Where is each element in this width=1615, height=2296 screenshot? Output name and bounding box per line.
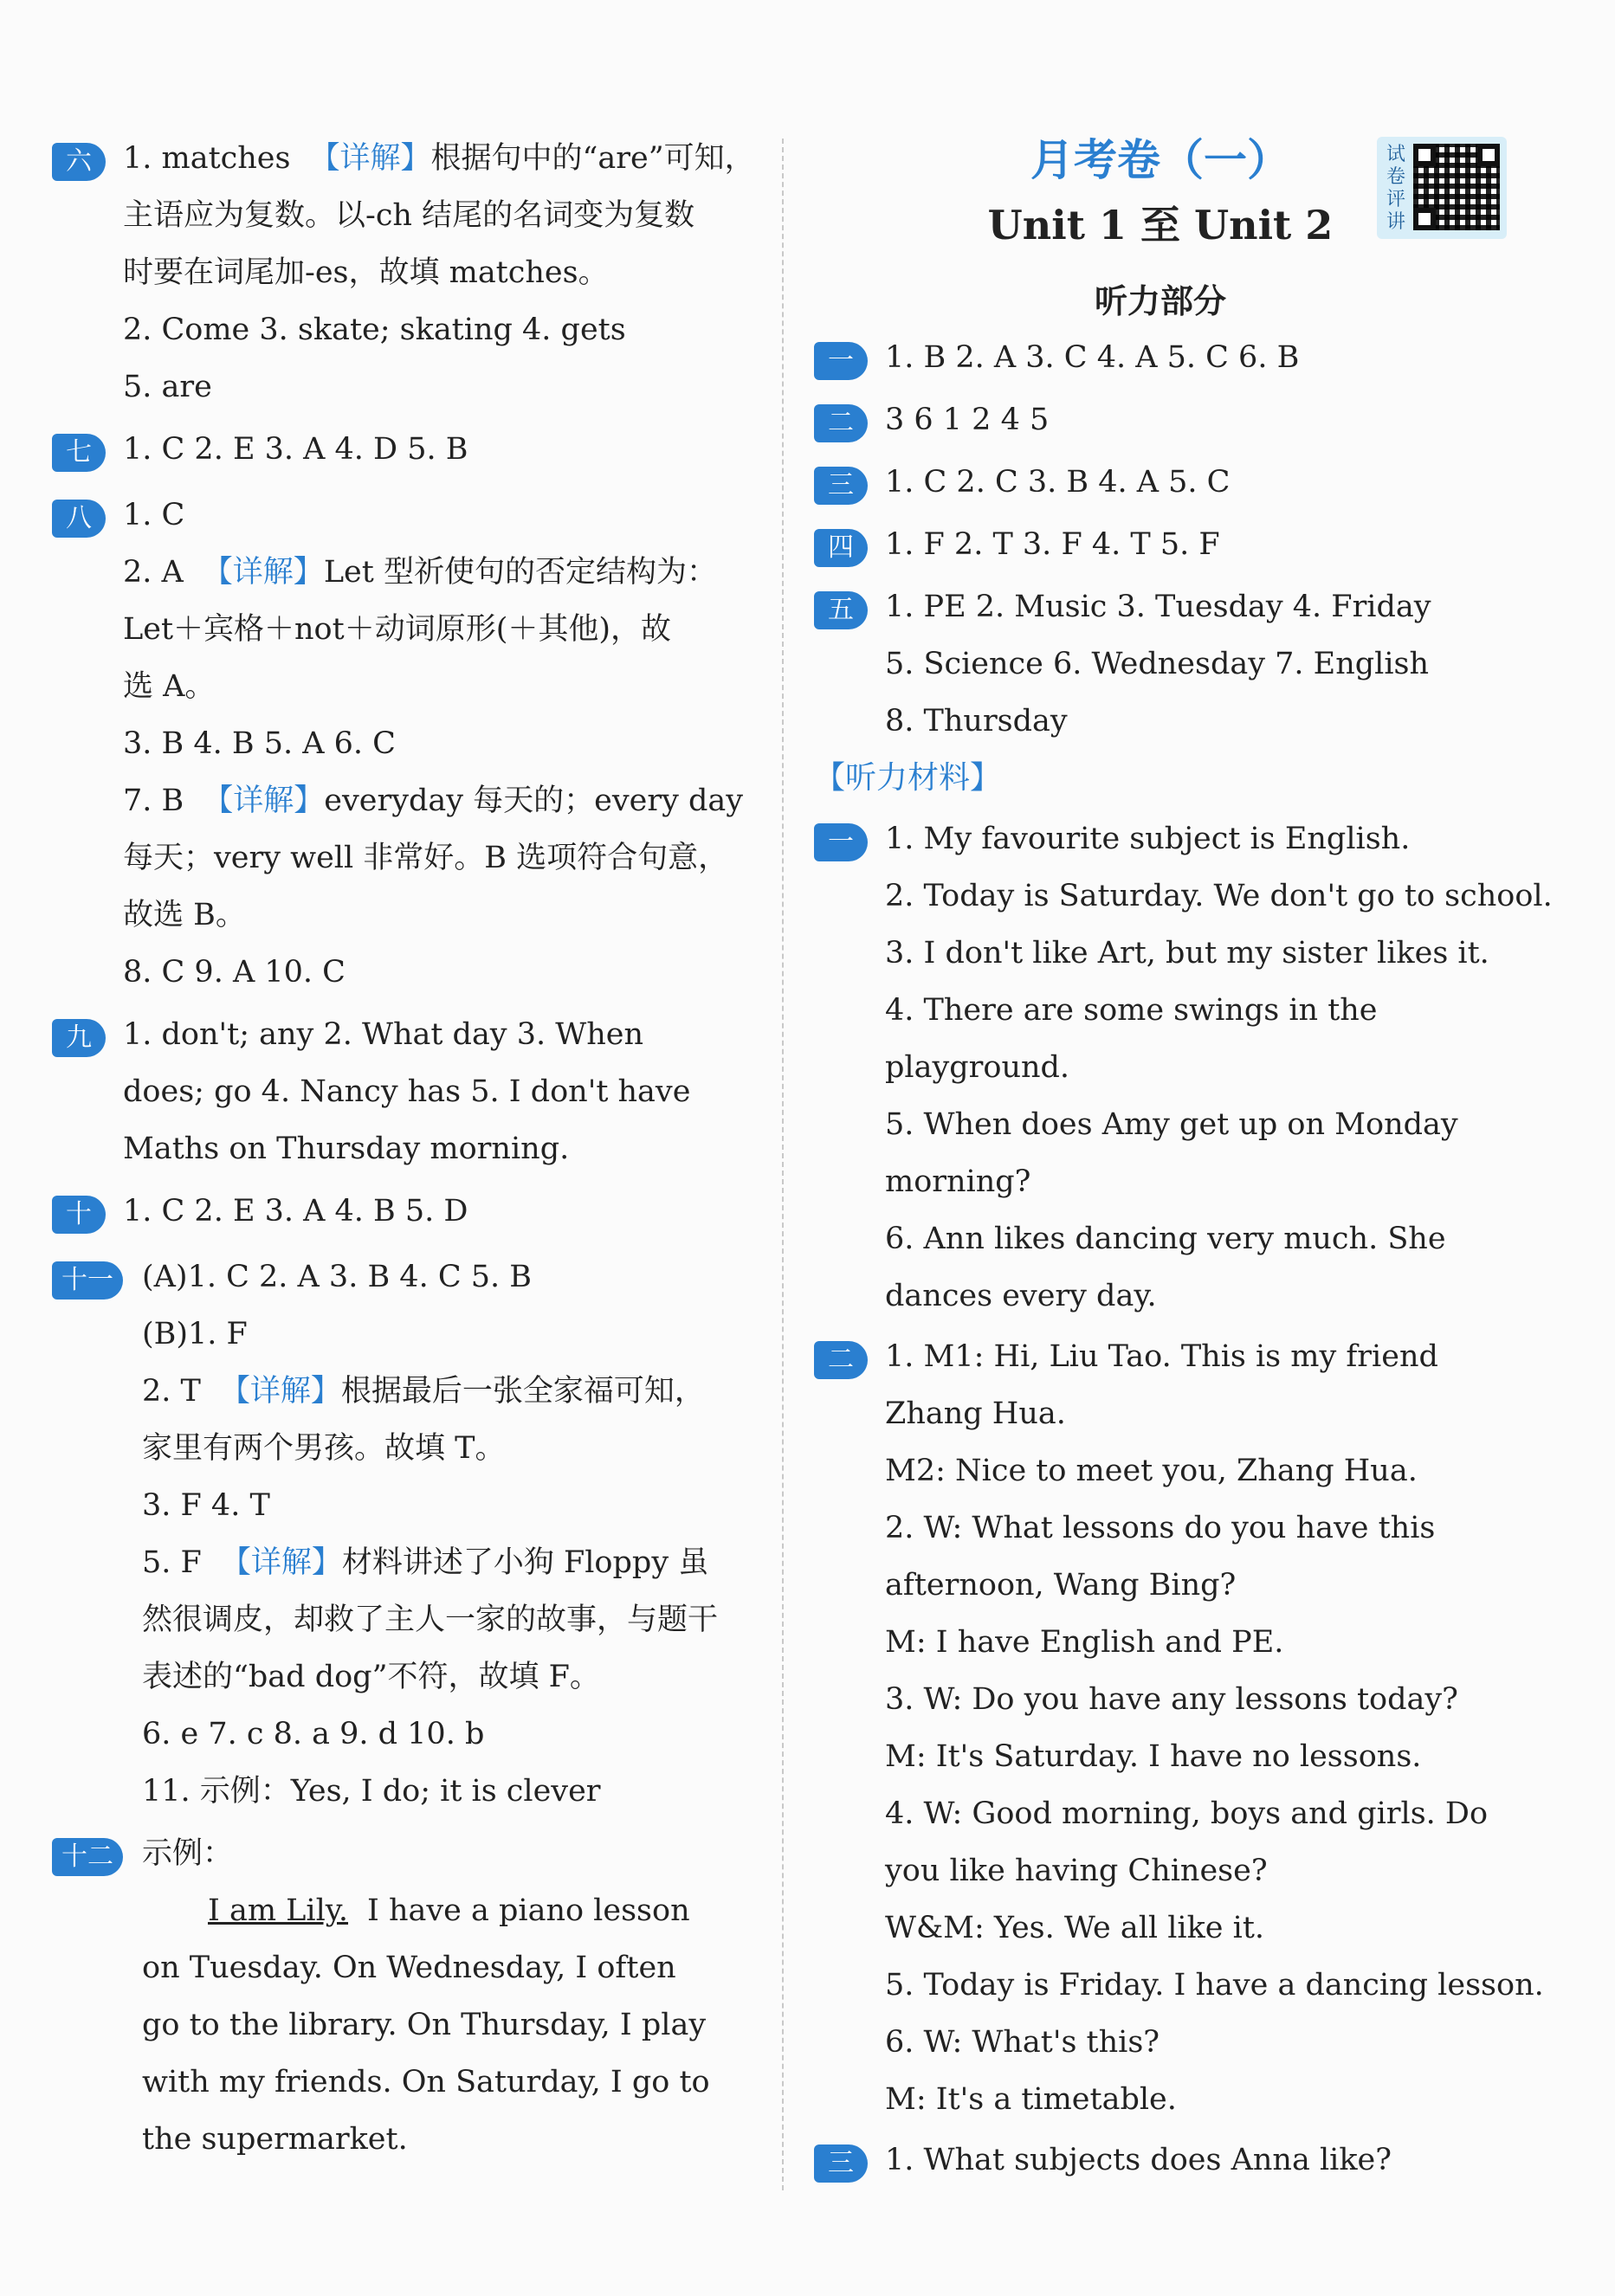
section-6-line-2: 主语应为复数。以-ch 结尾的名词变为复数 [123,198,695,233]
section-11-line-7: 然很调皮，却救了主人一家的故事，与题干 [142,1603,719,1637]
material-1-line-8: 6. Ann likes dancing very much. She [885,1222,1446,1256]
qr-code-icon [1413,144,1500,230]
section-badge: 八 [52,500,106,538]
section-12-line-1: 十二 示例： [52,1825,745,1882]
material-1-line-5: playground. [885,1050,1070,1085]
section-11-line-9: 6. e 7. c 8. a 9. d 10. b [142,1717,485,1751]
section-8-line-2: 2. A 【详解】Let 型祈使句的否定结构为： [123,555,717,590]
explain-tag: 【详解】 [309,141,431,176]
section-12-line-4: go to the library. On Thursday, I play [142,2008,707,2042]
section-badge: 六 [52,143,106,181]
material-2-line-6: M: I have English and PE. [885,1625,1284,1660]
qr-code-panel[interactable] [1377,137,1507,239]
section-11-line-2: (B)1. F [142,1317,248,1351]
section-8-line-9: 8. C 9. A 10. C [123,955,346,990]
section-10-line-1: 十 1. C 2. E 3. A 4. B 5. D [52,1183,745,1240]
listening-4-answers: 四 1. F 2. T 3. F 4. T 5. F [814,516,1507,573]
section-7-line-1: 七 1. C 2. E 3. A 4. D 5. B [52,421,745,478]
section-badge: 二 [814,404,868,442]
section-12-line-5: with my friends. On Saturday, I go to [142,2065,710,2099]
listening-1-answers: 一 1. B 2. A 3. C 4. A 5. C 6. B [814,329,1507,386]
listening-5-line-3: 8. Thursday [885,704,1068,738]
section-8-line-6: 7. B 【详解】everyday 每天的；every day [123,784,744,818]
material-1-line-4: 4. There are some swings in the [885,993,1378,1028]
section-8-line-7: 每天；very well 非常好。B 选项符合句意， [123,841,729,875]
material-2-line-7: 3. W: Do you have any lessons today? [885,1682,1458,1717]
section-badge: 十一 [52,1261,123,1300]
listening-3-answers: 三 1. C 2. C 3. B 4. A 5. C [814,454,1507,511]
left-column [52,130,755,2168]
material-2-line-10: you like having Chinese? [885,1854,1268,1888]
section-12-line-3: on Tuesday. On Wednesday, I often [142,1951,676,1985]
material-1-line-3: 3. I don't like Art, but my sister likes it. [885,936,1489,971]
section-12-line-2: I am Lily. I have a piano lesson [208,1893,690,1928]
section-badge: 一 [814,342,868,380]
material-2-line-1: 二 1. M1: Hi, Liu Tao. This is my friend [814,1328,1507,1385]
section-9-line-3: Maths on Thursday morning. [123,1132,570,1166]
listening-5-line-2: 5. Science 6. Wednesday 7. English [885,647,1430,681]
material-2-line-2: Zhang Hua. [885,1396,1066,1431]
section-badge: 九 [52,1019,106,1057]
material-2-line-14: M: It's a timetable. [885,2082,1177,2117]
column-divider [782,139,784,2190]
section-9-line-2: does; go 4. Nancy has 5. I don't have [123,1074,691,1109]
material-1-line-7: morning? [885,1164,1031,1199]
material-1-line-2: 2. Today is Saturday. We don't go to school. [885,879,1553,913]
section-11-line-1: 十一 (A)1. C 2. A 3. B 4. C 5. B [52,1248,745,1306]
explain-tag: 【详解】 [203,784,325,818]
page-title: 月考卷（一） [1030,135,1290,185]
section-9-line-1: 九 1. don't; any 2. What day 3. When [52,1006,745,1063]
material-2-line-8: M: It's Saturday. I have no lessons. [885,1739,1422,1774]
material-2-line-13: 6. W: What's this? [885,2025,1160,2060]
material-1-line-1: 一 1. My favourite subject is English. [814,810,1507,867]
listening-2-answers: 二 3 6 1 2 4 5 [814,391,1507,448]
material-1-line-6: 5. When does Amy get up on Monday [885,1107,1458,1142]
section-8-line-5: 3. B 4. B 5. A 6. C [123,726,396,761]
section-6-line-3: 时要在词尾加-es，故填 matches。 [123,255,609,290]
section-6-line-5: 5. are [123,370,212,404]
qr-label: 试卷评讲 [1386,144,1405,233]
material-1-line-9: dances every day. [885,1279,1157,1313]
section-badge: 十 [52,1196,106,1234]
section-11-line-10: 11. 示例：Yes, I do; it is clever [142,1774,601,1809]
material-2-line-12: 5. Today is Friday. I have a dancing lesson. [885,1968,1544,2003]
material-3-line-1: 三 1. What subjects does Anna like? [814,2132,1507,2189]
section-8-line-4: 选 A。 [123,669,216,704]
section-badge: 十二 [52,1838,123,1876]
section-badge: 一 [814,823,868,861]
material-2-line-9: 4. W: Good morning, boys and girls. Do [885,1796,1489,1831]
section-6-line-4: 2. Come 3. skate; skating 4. gets [123,313,626,347]
explain-tag: 【详解】 [219,1374,341,1409]
material-2-line-3: M2: Nice to meet you, Zhang Hua. [885,1454,1418,1488]
explain-tag: 【详解】 [202,555,324,590]
section-8-line-3: Let＋宾格＋not＋动词原形(＋其他)，故 [123,612,672,647]
section-8-line-8: 故选 B。 [123,898,246,932]
section-8-line-1: 八 1. C [52,487,745,544]
material-2-line-5: afternoon, Wang Bing? [885,1568,1237,1603]
section-badge: 五 [814,591,868,629]
explain-tag: 【详解】 [220,1545,342,1580]
section-badge: 三 [814,2144,868,2183]
part-heading: 听力部分 [1094,282,1226,320]
section-badge: 二 [814,1341,868,1379]
listening-material-heading: 【听力材料】 [814,760,1002,796]
material-2-line-11: W&M: Yes. We all like it. [885,1911,1265,1945]
section-11-line-3: 2. T 【详解】根据最后一张全家福可知， [142,1374,705,1409]
section-badge: 三 [814,467,868,505]
page-subtitle: Unit 1 至 Unit 2 [987,202,1334,248]
section-11-line-5: 3. F 4. T [142,1488,270,1523]
right-column [814,329,1553,2189]
section-11-line-6: 5. F 【详解】材料讲述了小狗 Floppy 虽 [142,1545,709,1580]
essay-opening: I am Lily. [208,1893,349,1928]
section-6-line-1: 六 1. matches 【详解】根据句中的“are”可知， [52,130,745,187]
section-badge: 七 [52,434,106,472]
material-2-line-4: 2. W: What lessons do you have this [885,1511,1436,1545]
section-badge: 四 [814,529,868,567]
section-11-line-8: 表述的“bad dog”不符，故填 F。 [142,1660,600,1694]
section-11-line-4: 家里有两个男孩。故填 T。 [142,1431,506,1466]
listening-5-line-1: 五 1. PE 2. Music 3. Tuesday 4. Friday [814,578,1507,635]
section-12-line-6: the supermarket. [142,2122,408,2157]
